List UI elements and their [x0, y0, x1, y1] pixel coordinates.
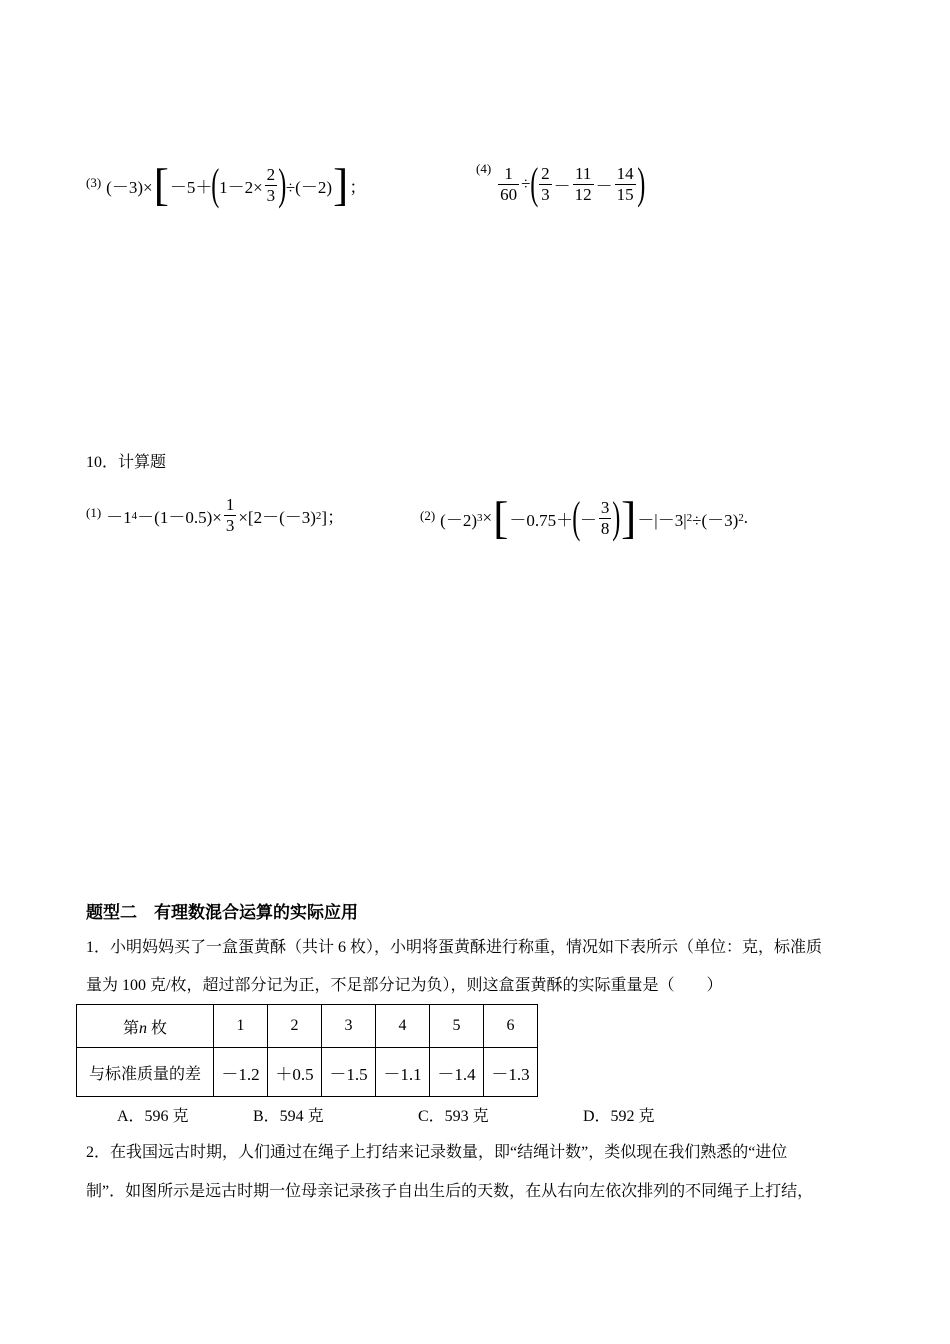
expr-part: －: [595, 176, 613, 196]
fraction: [615, 164, 636, 205]
right-paren: ): [636, 159, 646, 208]
expr-part: ]；: [321, 508, 345, 527]
table-cell: 5: [430, 1005, 484, 1048]
expr-part: (－3)×: [106, 177, 153, 197]
fraction: [539, 164, 552, 205]
table-row: [77, 1005, 538, 1048]
right-bracket: ]: [332, 159, 349, 210]
expr-part: .: [743, 508, 749, 527]
numerator: 1: [225, 495, 235, 514]
exponent: 4: [131, 509, 138, 522]
expression: [496, 159, 646, 208]
problem-10-1: [86, 495, 344, 536]
table-row-label: 与标准质量的差: [77, 1048, 214, 1097]
question-10-title: 10．计算题: [86, 454, 167, 471]
question-2-line-2: 制”．如图所示是远古时期一位母亲记录孩子自出生后的天数，在从右向左依次排列的不同绳子上打结，: [86, 1183, 814, 1200]
expr-part: ；: [349, 177, 367, 197]
table-row: [77, 1048, 538, 1097]
section-heading: 题型二 有理数混合运算的实际应用: [86, 903, 358, 922]
expr-part: ÷(－3): [692, 510, 739, 530]
expr-part: －0.75＋: [509, 510, 574, 530]
table-cell: －1.4: [430, 1048, 484, 1097]
table-cell: ＋0.5: [268, 1048, 322, 1097]
question-1-line-2: 量为 100 克/枚，超过部分记为正，不足部分记为负），则这盒蛋黄酥的实际重量是（ ）: [86, 977, 723, 994]
denominator: 15: [616, 184, 634, 204]
question-2-line-1: 2．在我国远古时期，人们通过在绳子上打结来记录数量，即“结绳计数”，类似现在我们熟悉的“进位: [86, 1144, 788, 1161]
denominator: 3: [266, 185, 276, 205]
left-bracket: [: [153, 159, 169, 210]
expression: [106, 495, 344, 536]
fraction: [498, 164, 519, 205]
numerator: 3: [600, 497, 610, 517]
numerator: 14: [616, 163, 634, 183]
option-a: A．596 克: [117, 1108, 189, 1125]
left-paren: (: [529, 159, 538, 208]
header-var: n: [139, 1019, 147, 1037]
denominator: 3: [225, 516, 235, 535]
right-paren: ): [278, 160, 287, 209]
problem-label: (1): [86, 505, 102, 520]
expr-part: －5＋: [169, 177, 213, 197]
expr-part: 1－2×: [219, 177, 263, 197]
expression: [440, 492, 749, 543]
table-cell: 4: [376, 1005, 430, 1048]
left-bracket: [: [493, 492, 509, 543]
right-paren: ): [612, 493, 621, 542]
numerator: 1: [504, 163, 513, 183]
numerator: 2: [266, 164, 276, 184]
expr-part: －|－3|: [637, 510, 687, 530]
table-cell: 1: [214, 1005, 268, 1048]
fraction: [265, 165, 278, 206]
exponent: 2: [315, 509, 322, 522]
denominator: 3: [541, 184, 550, 204]
table-cell: －1.2: [214, 1048, 268, 1097]
expr-part: －: [553, 176, 571, 196]
denominator: 60: [500, 184, 518, 204]
problem-label: (3): [86, 174, 102, 190]
header-text: 枚: [147, 1019, 168, 1037]
table-cell: －1.1: [376, 1048, 430, 1097]
mass-table: [76, 1004, 538, 1097]
header-text: 第: [122, 1019, 139, 1037]
expr-part: －1: [106, 508, 132, 527]
problem-label: (2): [420, 507, 436, 523]
denominator: 8: [600, 518, 610, 538]
problem-9-4: [476, 159, 646, 208]
table-cell: －1.5: [322, 1048, 376, 1097]
table-header-label: [77, 1005, 214, 1048]
problem-label: (4): [476, 160, 492, 176]
problem-9-3: [86, 159, 367, 210]
expr-part: －(1－0.5)×: [137, 508, 222, 527]
table-cell: 3: [322, 1005, 376, 1048]
expression: [106, 159, 367, 210]
right-bracket: ]: [620, 492, 637, 543]
fraction: [224, 495, 237, 536]
expr-part: ×: [482, 508, 493, 527]
option-b: B．594 克: [253, 1108, 324, 1125]
left-paren: (: [211, 160, 220, 209]
denominator: 12: [574, 184, 592, 204]
question-1-line-1: 1．小明妈妈买了一盒蛋黄酥（共计 6 枚），小明将蛋黄酥进行称重，情况如下表所示（单位：克，标准质: [86, 939, 823, 956]
table-cell: 2: [268, 1005, 322, 1048]
fraction: [573, 164, 594, 205]
option-c: C．593 克: [418, 1108, 489, 1125]
left-paren: (: [572, 493, 581, 542]
expr-part: －: [579, 510, 597, 530]
table-cell: －1.3: [484, 1048, 538, 1097]
exponent: 3: [477, 512, 483, 524]
expr-part: (－2): [440, 510, 477, 530]
exponent: 2: [738, 512, 744, 524]
fraction: [599, 498, 612, 539]
problem-10-2: [420, 492, 749, 543]
option-d: D．592 克: [583, 1108, 655, 1125]
expr-part: ×[2－(－3): [238, 508, 316, 527]
exponent: 2: [686, 512, 693, 524]
expr-part: ÷: [521, 174, 531, 193]
numerator: 11: [574, 163, 592, 183]
table-cell: 6: [484, 1005, 538, 1048]
numerator: 2: [541, 163, 550, 183]
expr-part: ÷(－2): [285, 177, 332, 197]
